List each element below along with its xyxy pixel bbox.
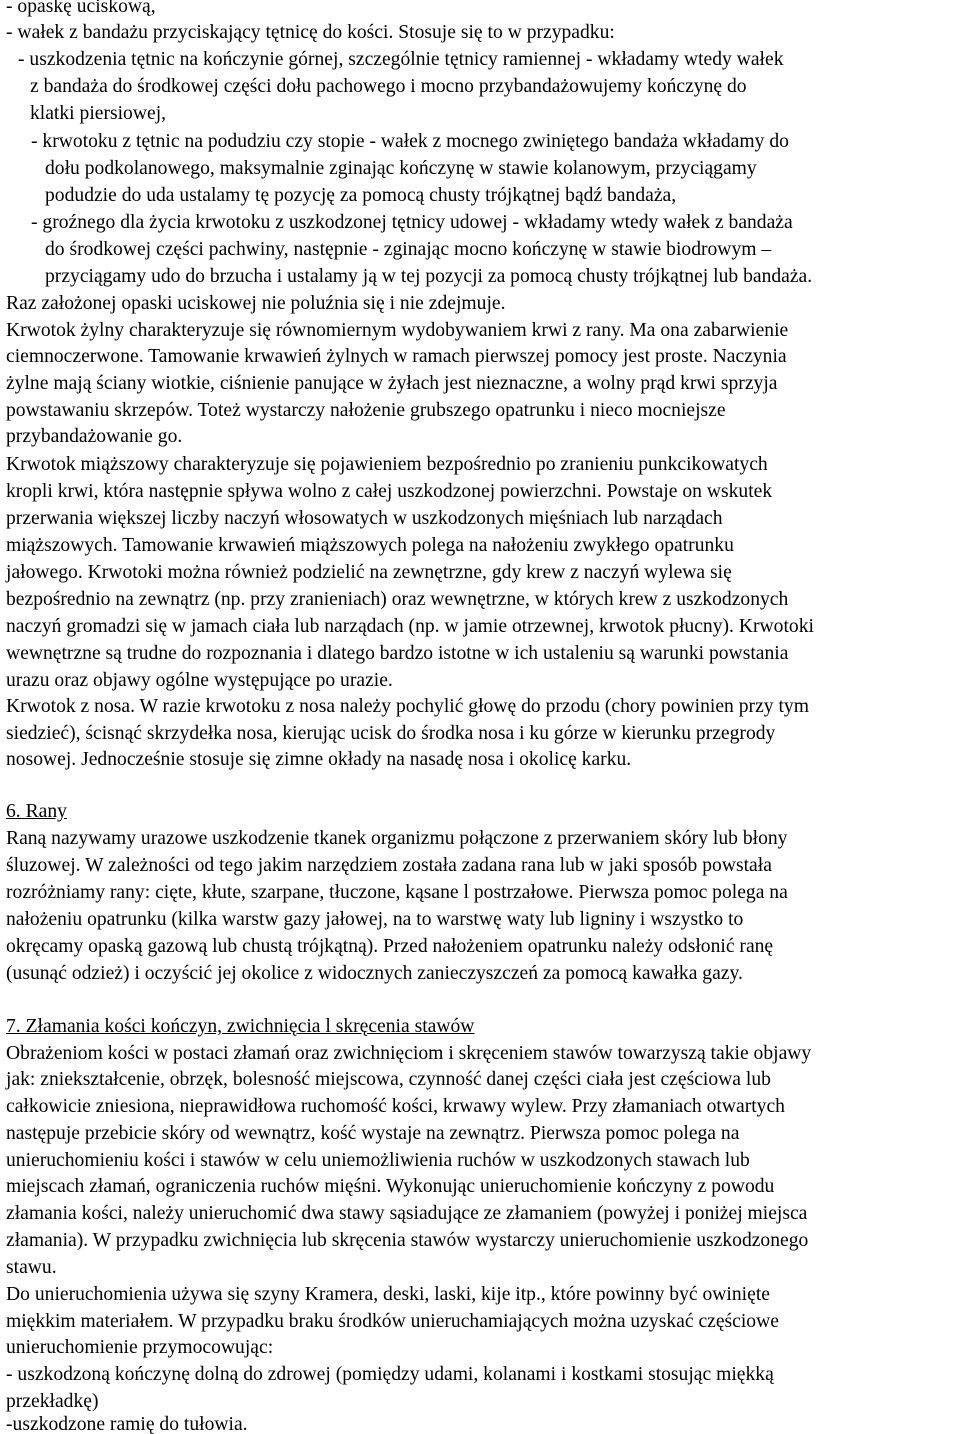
text-line: rozróżniamy rany: cięte, kłute, szarpane, tłuczone, kąsane l postrzałowe. Pierwsza pomoc polega na xyxy=(6,882,788,903)
text-line: - uszkodzenia tętnic na kończynie górnej, szczególnie tętnicy ramiennej - wkładamy wtedy wałek xyxy=(18,49,784,70)
text-line: unieruchomieniu kości i stawów w celu uniemożliwienia ruchów w uszkodzonych stawach lub xyxy=(6,1150,750,1171)
text-line: złamania). W przypadku zwichnięcia lub skręcenia stawów wystarczy unieruchomienie uszkodzonego xyxy=(6,1230,809,1251)
text-line: z bandaża do środkowej części dołu pachowego i mocno przybandażowujemy kończynę do xyxy=(30,76,747,97)
text-line: Raną nazywamy urazowe uszkodzenie tkanek organizmu połączone z przerwaniem skóry lub błony xyxy=(6,828,788,849)
text-line: Krwotok miąższowy charakteryzuje się pojawieniem bezpośrednio po zranieniu punkcikowatych xyxy=(6,454,768,475)
text-line: całkowicie zniesiona, nieprawidłowa ruchomość kości, krwawy wylew. Przy złamaniach otwartych xyxy=(6,1096,785,1117)
text-line: wewnętrzne są trudne do rozpoznania i dlatego bardzo istotne w ich ustaleniu są warunki powstania xyxy=(6,643,789,664)
text-line: Raz założonej opaski uciskowej nie poluźnia się i nie zdejmuje. xyxy=(6,293,506,314)
text-line: nosowej. Jednocześnie stosuje się zimne okłady na nasadę nosa i okolicę karku. xyxy=(6,749,632,770)
text-line: Krwotok żylny charakteryzuje się równomiernym wydobywaniem krwi z rany. Ma ona zabarwienie xyxy=(6,320,789,341)
text-line: (usunąć odzież) i oczyścić jej okolice z widocznych zanieczyszczeń za pomocą kawałka gazy. xyxy=(6,963,743,984)
text-line: - uszkodzoną kończynę dolną do zdrowej (pomiędzy udami, kolanami i kostkami stosując miękką xyxy=(6,1364,774,1385)
text-line: unieruchomienie przymocowując: xyxy=(6,1337,274,1358)
text-line: Krwotok z nosa. W razie krwotoku z nosa należy pochylić głowę do przodu (chory powinien przy tym xyxy=(6,696,809,717)
text-line: miejscach złamań, ograniczenia ruchów mięśni. Wykonując unieruchomienie kończyny z powodu xyxy=(6,1176,775,1197)
section-heading: 7. Złamania kości kończyn, zwichnięcia l skręcenia stawów xyxy=(6,1016,475,1037)
text-line: przybandażowanie go. xyxy=(6,426,183,447)
text-line: jak: zniekształcenie, obrzęk, bolesność miejscowa, czynność danej części ciała jest częściowa lub xyxy=(6,1069,771,1090)
text-line: powstawaniu skrzepów. Toteż wystarczy nałożenie grubszego opatrunku i nieco mocniejsze xyxy=(6,400,726,421)
text-line: miąższowych. Tamowanie krwawień miąższowych polega na nałożeniu zwykłego opatrunku xyxy=(6,535,734,556)
text-line: kropli krwi, która następnie spływa wolno z całej uszkodzonej powierzchni. Powstaje on wskutek xyxy=(6,481,773,502)
text-line: stawu. xyxy=(6,1257,57,1278)
text-line: - wałek z bandażu przyciskający tętnicę do kości. Stosuje się to w przypadku: xyxy=(6,22,615,43)
text-line: Obrażeniom kości w postaci złamań oraz zwichnięciom i skręceniem stawów towarzyszą takie objawy xyxy=(6,1043,812,1064)
text-line: okręcamy opaską gazową lub chustą trójkątną). Przed nałożeniem opatrunku należy odsłonić ranę xyxy=(6,936,774,957)
text-line: przerwania większej liczby naczyń włosowatych w uszkodzonych mięśniach lub narządach xyxy=(6,508,723,529)
text-line: żylne mają ściany wiotkie, ciśnienie panujące w żyłach jest nieznaczne, a wolny prąd krwi sprzyja xyxy=(6,373,778,394)
text-line: podudzie do uda ustalamy tę pozycję za pomocą chusty trójkątnej bądź bandaża, xyxy=(45,185,677,206)
text-line: następuje przebicie skóry od wewnątrz, kość wystaje na zewnątrz. Pierwsza pomoc polega na xyxy=(6,1123,740,1144)
text-line: nałożeniu opatrunku (kilka warstw gazy jałowej, na to warstwę waty lub ligniny i wszystko to xyxy=(6,909,744,930)
text-line: urazu oraz objawy ogólne występujące po urazie. xyxy=(6,670,393,691)
text-line: jałowego. Krwotoki można również podzielić na zewnętrzne, gdy krew z naczyń wylewa się xyxy=(6,562,732,583)
text-line: śluzowej. W zależności od tego jakim narzędziem została zadana rana lub w jaki sposób powstała xyxy=(6,855,772,876)
text-line: dołu podkolanowego, maksymalnie zginając kończynę w stawie kolanowym, przyciągamy xyxy=(45,158,757,179)
text-line: przyciągamy udo do brzucha i ustalamy ją w tej pozycji za pomocą chusty trójkątnej lub bandaża. xyxy=(45,266,813,287)
text-line: - opaskę uciskową, xyxy=(6,0,156,17)
text-line: bezpośrednio na zewnątrz (np. przy zranieniach) oraz wewnętrzne, w których krew z uszkodzonych xyxy=(6,589,789,610)
text-line: naczyń gromadzi się w jamach ciała lub narządach (np. w jamie otrzewnej, krwotok płucny). Krwotoki xyxy=(6,616,814,637)
text-line: przekładkę) xyxy=(6,1391,99,1412)
text-line: ciemnoczerwone. Tamowanie krwawień żylnych w ramach pierwszej pomocy jest proste. Naczynia xyxy=(6,346,787,367)
text-line: siedzieć), ścisnąć skrzydełka nosa, kierując ucisk do środka nosa i ku górze w kierunku przegrody xyxy=(6,723,776,744)
text-line: miękkim materiałem. W przypadku braku środków unieruchamiających można uzyskać częściowe xyxy=(6,1311,779,1332)
text-line: klatki piersiowej, xyxy=(30,103,167,124)
text-line: -uszkodzone ramię do tułowia. xyxy=(6,1414,248,1434)
text-line: do środkowej części pachwiny, następnie - zginając mocno kończynę w stawie biodrowym – xyxy=(45,239,772,260)
text-line: - groźnego dla życia krwotoku z uszkodzonej tętnicy udowej - wkładamy wtedy wałek z bandaża xyxy=(31,212,793,233)
text-line: złamania kości, należy unieruchomić dwa stawy sąsiadujące ze złamaniem (powyżej i poniżej miejsca xyxy=(6,1203,808,1224)
section-heading: 6. Rany xyxy=(6,801,67,822)
text-line: - krwotoku z tętnic na podudziu czy stopie - wałek z mocnego zwiniętego bandaża wkładamy do xyxy=(31,131,789,152)
text-line: Do unieruchomienia używa się szyny Kramera, deski, laski, kije itp., które powinny być owinięte xyxy=(6,1284,770,1305)
